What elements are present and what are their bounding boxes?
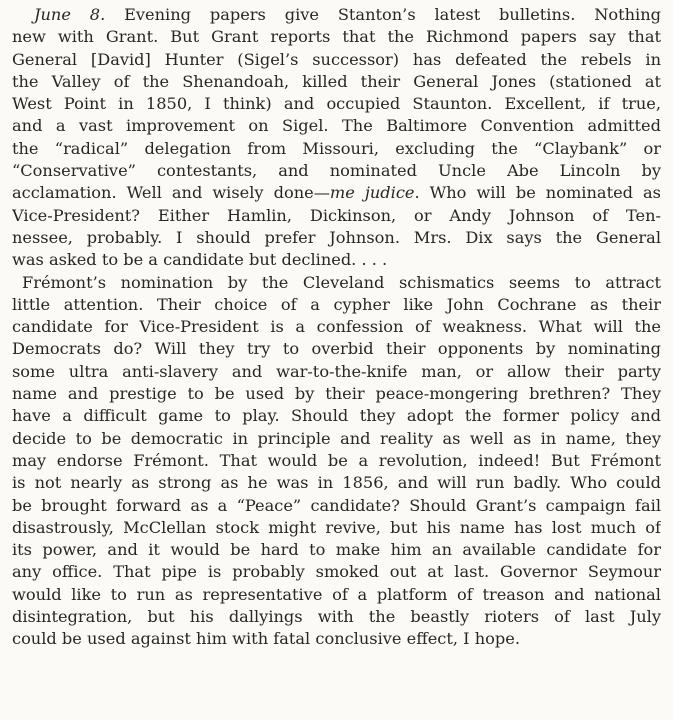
text-line: new with Grant. But Grant reports that the Richmond papers say that xyxy=(12,27,661,47)
text-line: candidate for Vice-President is a confession of weakness. What will the xyxy=(12,317,661,337)
text-line: disastrously, McClellan stock might revive, but his name has lost much of xyxy=(12,517,661,537)
text-line: be brought forward as a “Peace” candidate? Should Grant’s campaign fail xyxy=(12,495,661,515)
text-line: West Point in 1850, I think) and occupied Staunton. Excellent, if true, xyxy=(12,94,661,114)
text-line: the Valley of the Shenandoah, killed their General Jones (stationed at xyxy=(12,71,661,91)
text-line-content: acclamation. Well and wisely done—me judice. Who will be nominated as xyxy=(12,183,661,203)
text-line: Democrats do? Will they try to overbid their opponents by nominating xyxy=(12,339,661,359)
paragraph-june-8 xyxy=(12,4,661,272)
text-line: nessee, probably. I should prefer Johnson. Mrs. Dix says the General xyxy=(12,227,661,247)
text-line: any office. That pipe is probably smoked out at last. Governor Seymour xyxy=(12,562,661,582)
text-line: “Conservative” contestants, and nominated Uncle Abe Lincoln by xyxy=(12,161,661,181)
text-line: would like to run as representative of a platform of treason and national xyxy=(12,584,661,604)
text-line: is not nearly as strong as he was in 1856, and will run badly. Who could xyxy=(12,473,661,493)
text-line: Frémont’s nomination by the Cleveland schismatics seems to attract xyxy=(22,272,661,292)
text-line: some ultra anti-slavery and war-to-the-knife man, or allow their party xyxy=(12,361,661,381)
text-line: was asked to be a candidate but declined. . . . xyxy=(12,250,388,270)
text-line: the “radical” delegation from Missouri, excluding the “Claybank” or xyxy=(12,138,661,158)
text-line: have a difficult game to play. Should they adopt the former policy and xyxy=(12,406,661,426)
paragraph-fremont xyxy=(12,272,661,651)
latin-phrase: me judice xyxy=(329,183,415,203)
text-line: may endorse Frémont. That would be a revolution, indeed! But Frémont xyxy=(12,450,661,470)
text-line: name and prestige to be used by their peace-mongering brethren? They xyxy=(12,384,661,404)
text-line: decide to be democratic in principle and reality as well as in name, they xyxy=(12,428,661,448)
text-line: Vice-President? Either Hamlin, Dickinson, or Andy Johnson of Ten- xyxy=(12,205,661,225)
text-line: General [David] Hunter (Sigel’s successor) has defeated the rebels in xyxy=(12,49,661,69)
text-line: little attention. Their choice of a cypher like John Cochrane as their xyxy=(12,294,661,314)
text-line xyxy=(12,182,661,204)
text-line: could be used against him with fatal conclusive effect, I hope. xyxy=(12,629,520,649)
text-line: disintegration, but his dallyings with the beastly rioters of last July xyxy=(12,607,661,627)
entry-date: June 8. xyxy=(34,5,106,24)
text-line: its power, and it would be hard to make him an available candidate for xyxy=(12,540,661,560)
text-line-content: Evening papers give Stanton’s latest bulletins. Nothing xyxy=(105,5,661,24)
text-line xyxy=(12,4,661,26)
text-line: and a vast improvement on Sigel. The Baltimore Convention admitted xyxy=(12,116,661,136)
